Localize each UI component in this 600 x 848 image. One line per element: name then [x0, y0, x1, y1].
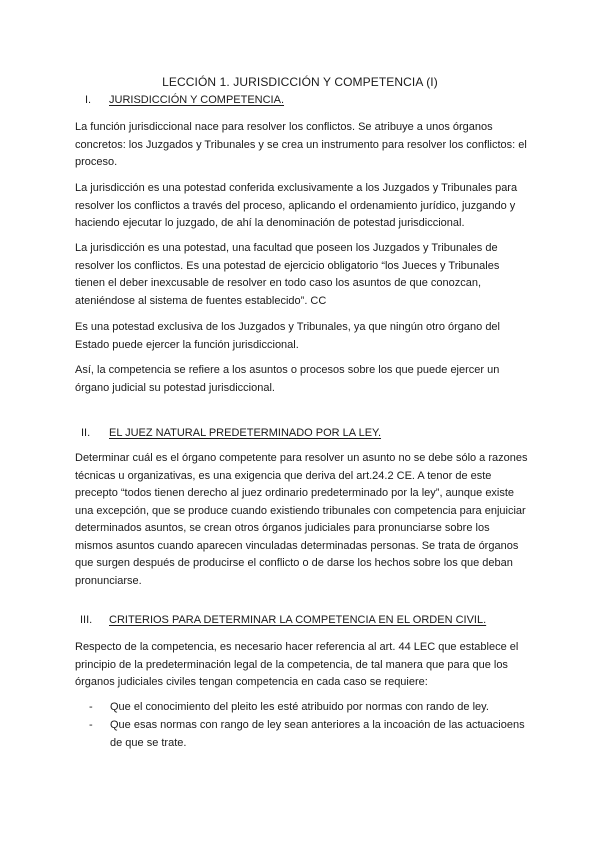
- section-title-2: EL JUEZ NATURAL PREDETERMINADO POR LA LEY.: [109, 427, 382, 439]
- section-number-1: I.: [85, 94, 92, 106]
- paragraph-1-2: La jurisdicción es una potestad conferida exclusivamente a los Juzgados y Tribunales para resolver los conflictos a través del proceso, aplicando el ordenamiento jurídico, juzgando y haciendo ejecutar lo juzgado, de ahí la denominación de potestad jurisdiccional.: [75, 182, 518, 229]
- paragraph-1-3: La jurisdicción es una potestad, una facultad que poseen los Juzgados y Tribunales de resolver los conflictos. Es una potestad de ejercicio obligatorio “los Jueces y Tribunales tienen el deber inexcusable de resolver en todo caso los asuntos de que conozcan, ateniéndose al sistema de fuentes establecido”. CC: [75, 242, 500, 307]
- paragraph-1-5: Así, la competencia se refiere a los asuntos o procesos sobre los que puede ejercer un órgano judicial su potestad jurisdiccional.: [75, 364, 500, 394]
- paragraph-2-1: Determinar cuál es el órgano competente para resolver un asunto no se debe sólo a razones técnicas u organizativas, es una exigencia que deriva del art.24.2 CE. A tenor de este precepto “todos tienen derecho al juez ordinario predeterminado por la ley”, aunque existe una excepción, que se produce cuando existiendo tribunales con competencia para enjuiciar determinados asuntos, se crean otros órganos judiciales para pronunciarse sobre los mismos asuntos cuando aparecen vinculadas determinadas personas. Se trata de órganos que surgen después de producirse el conflicto o de darse los hechos sobre los que deban pronunciarse.: [75, 452, 528, 587]
- paragraph-1-1: La función jurisdiccional nace para resolver los conflictos. Se atribuye a unos órganos concretos: los Juzgados y Tribunales y se crea un instrumento para resolver los conflictos: el proceso.: [75, 121, 527, 168]
- page-title: LECCIÓN 1. JURISDICCIÓN Y COMPETENCIA (I): [162, 75, 438, 89]
- paragraph-3-1: Respecto de la competencia, es necesario hacer referencia al art. 44 LEC que establece el principio de la predeterminación legal de la competencia, de tal manera que para que los órganos judiciales civiles tengan competencia en cada caso se requiere:: [75, 641, 519, 688]
- section-title-1: JURISDICCIÓN Y COMPETENCIA.: [109, 94, 285, 106]
- list-item-text: Que esas normas con rango de ley sean anteriores a la incoación de las actuacioens de que se trate.: [110, 719, 525, 749]
- section-title-3: CRITERIOS PARA DETERMINAR LA COMPETENCIA EN EL ORDEN CIVIL.: [109, 614, 487, 626]
- paragraph-1-4: Es una potestad exclusiva de los Juzgados y Tribunales, ya que ningún otro órgano del Estado puede ejercer la función jurisdiccional.: [75, 321, 500, 351]
- section-number-3: III.: [80, 614, 93, 626]
- list-item-text: Que el conocimiento del pleito les esté atribuido por normas con rando de ley.: [110, 701, 489, 713]
- section-number-2: II.: [81, 427, 91, 439]
- bullet-marker: -: [89, 701, 93, 713]
- bullet-marker: -: [89, 719, 93, 731]
